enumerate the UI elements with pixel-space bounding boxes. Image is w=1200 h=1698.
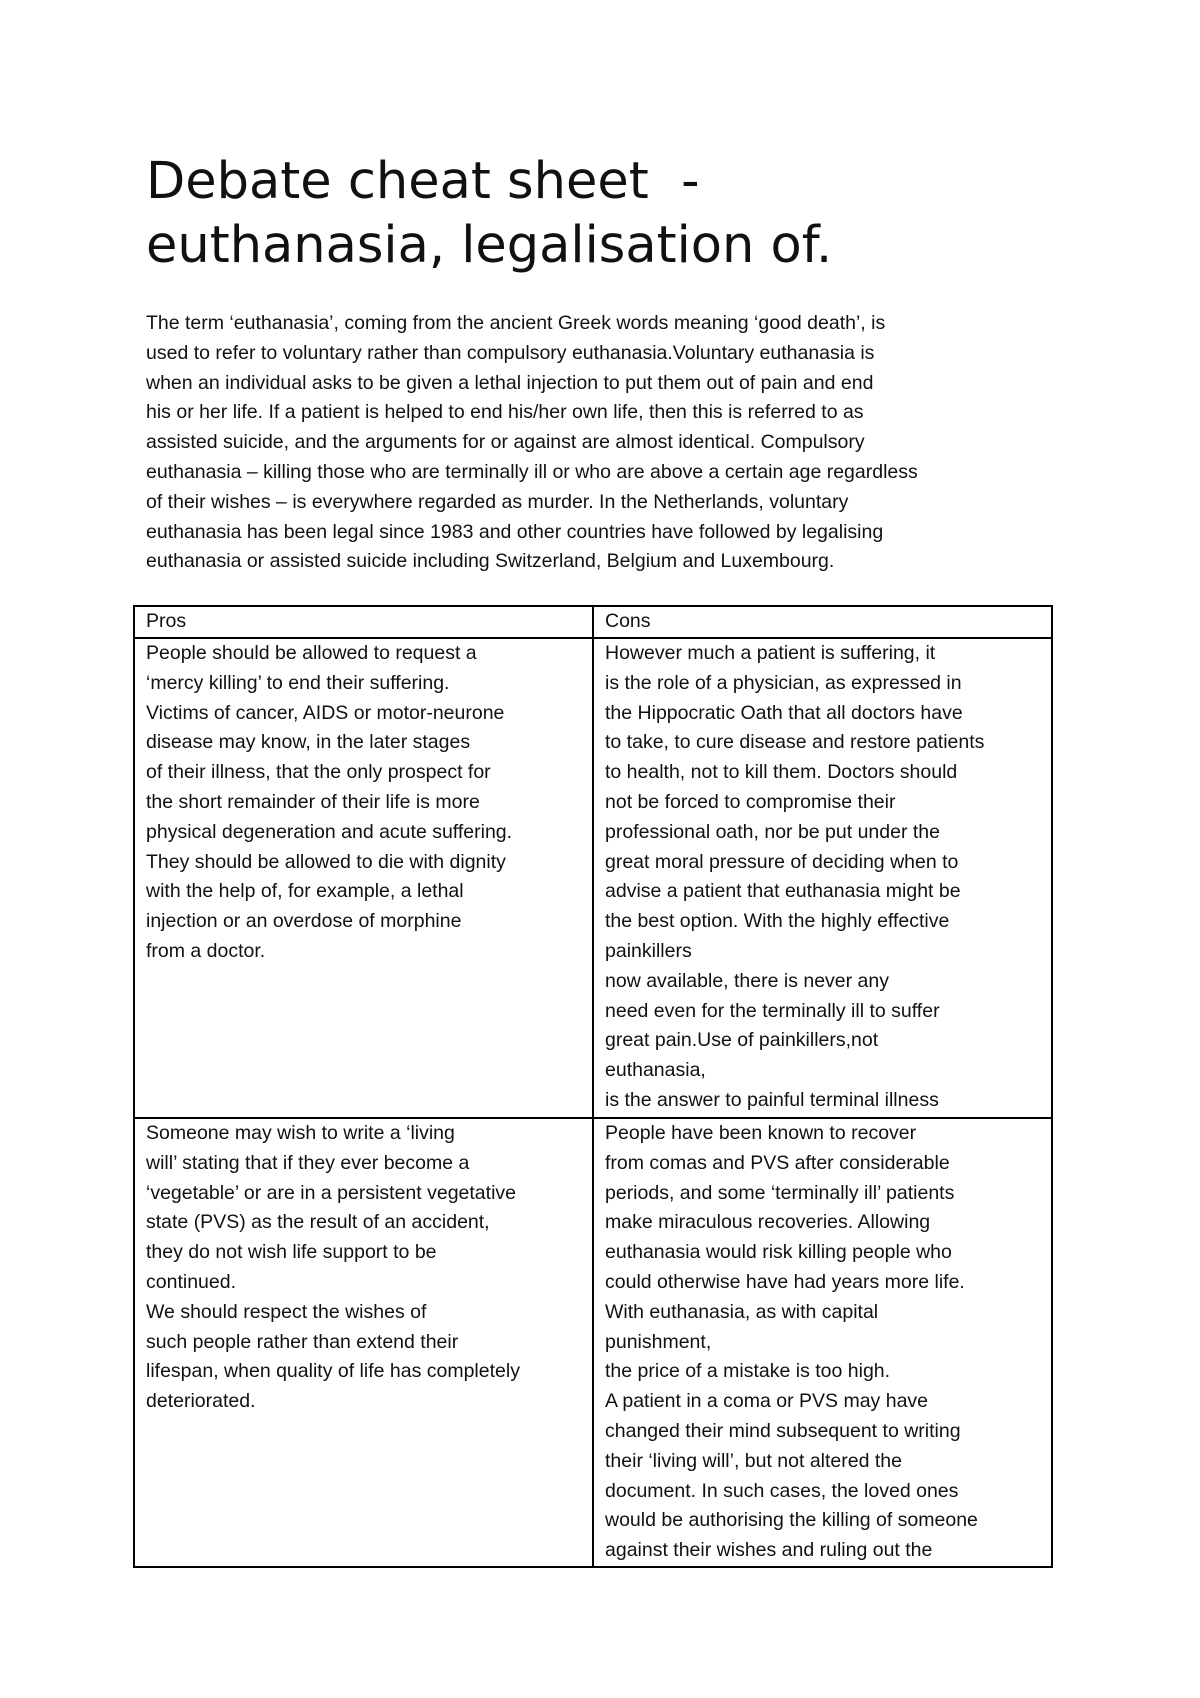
cell-line: People should be allowed to request a (146, 642, 477, 664)
cell-line: now available, there is never any (605, 969, 889, 992)
title-line: Debate cheat sheet - (146, 152, 700, 211)
pros-header: Pros (134, 606, 593, 638)
cell-line: People have been known to recover (605, 1122, 917, 1144)
cell-line: professional oath, nor be put under the (605, 820, 940, 843)
cell-line: of their illness, that the only prospect for (146, 761, 491, 784)
cell-line: continued. (146, 1270, 236, 1293)
cell-line: could otherwise have had years more life. (605, 1270, 965, 1293)
cell-line: deteriorated. (146, 1390, 256, 1413)
cell-line: is the answer to painful terminal illness (605, 1088, 939, 1111)
cell-line: they do not wish life support to be (146, 1241, 437, 1264)
cell-line: They should be allowed to die with dignity (146, 850, 506, 873)
cell-line: to take, to cure disease and restore patients (605, 731, 985, 754)
cons-cell (593, 638, 1052, 1118)
cell-line: to health, not to kill them. Doctors should (605, 761, 958, 784)
table-row (134, 638, 1052, 1118)
cell-line: against their wishes and ruling out the (605, 1539, 933, 1562)
intro-line: euthanasia or assisted suicide including Switzerland, Belgium and Luxembourg. (146, 550, 835, 573)
cell-line: the best option. With the highly effective (605, 910, 950, 933)
cell-line: A patient in a coma or PVS may have (605, 1390, 929, 1413)
cell-line: advise a patient that euthanasia might be (605, 880, 961, 903)
cons-cell (593, 1118, 1052, 1567)
cell-line: the short remainder of their life is more (146, 790, 480, 813)
intro-line: The term ‘euthanasia’, coming from the ancient Greek words meaning ‘good death’, is (146, 312, 886, 334)
cell-line: We should respect the wishes of (146, 1300, 427, 1323)
cell-line: disease may know, in the later stages (146, 731, 471, 754)
cell-line: lifespan, when quality of life has completely (146, 1360, 520, 1383)
cell-line: not be forced to compromise their (605, 790, 896, 813)
cell-line: will’ stating that if they ever become a (146, 1151, 470, 1174)
cell-line: such people rather than extend their (146, 1330, 459, 1353)
cell-line: need even for the terminally ill to suffer (605, 999, 940, 1022)
cell-line: their ‘living will’, but not altered the (605, 1449, 902, 1472)
cell-line: changed their mind subsequent to writing (605, 1419, 961, 1442)
cell-line: Victims of cancer, AIDS or motor-neurone (146, 701, 505, 724)
cell-line: from comas and PVS after considerable (605, 1151, 950, 1174)
table-row (134, 1118, 1052, 1567)
cell-line: euthanasia would risk killing people who (605, 1241, 952, 1264)
cell-line: ‘vegetable’ or are in a persistent vegetative (146, 1181, 516, 1204)
cell-line: However much a patient is suffering, it (605, 642, 936, 664)
cell-line: document. In such cases, the loved ones (605, 1479, 959, 1502)
cell-line: great pain.Use of painkillers,not (605, 1029, 879, 1052)
intro-line: assisted suicide, and the arguments for or against are almost identical. Compulsory (146, 431, 865, 454)
cell-line: would be authorising the killing of someone (605, 1509, 978, 1532)
pros-cell (134, 638, 593, 1118)
table-header-row (134, 606, 1052, 638)
cell-line: injection or an overdose of morphine (146, 910, 462, 933)
title-line: euthanasia, legalisation of. (146, 216, 833, 275)
intro-line: used to refer to voluntary rather than compulsory euthanasia.Voluntary euthanasia is (146, 341, 875, 364)
intro-line: his or her life. If a patient is helped to end his/her own life, then this is referred to as (146, 401, 864, 424)
intro-line: when an individual asks to be given a lethal injection to put them out of pain and end (146, 371, 874, 394)
cell-line: with the help of, for example, a lethal (146, 880, 464, 903)
cell-line: painkillers (605, 939, 692, 962)
pros-cell (134, 1118, 593, 1567)
cell-line: euthanasia, (605, 1059, 706, 1082)
intro-paragraph (146, 309, 1046, 577)
cell-line: the price of a mistake is too high. (605, 1360, 891, 1383)
document-title (146, 150, 1066, 278)
intro-line: of their wishes – is everywhere regarded as murder. In the Netherlands, voluntary (146, 490, 849, 513)
cons-header: Cons (593, 606, 1052, 638)
cell-line: punishment, (605, 1330, 712, 1353)
intro-line: euthanasia – killing those who are terminally ill or who are above a certain age regardless (146, 460, 918, 483)
intro-line: euthanasia has been legal since 1983 and other countries have followed by legalising (146, 520, 884, 543)
pros-cons-table (133, 605, 1053, 1568)
cell-line: from a doctor. (146, 939, 266, 962)
cell-line: is the role of a physician, as expressed in (605, 671, 962, 694)
cell-line: With euthanasia, as with capital (605, 1300, 879, 1323)
cell-line: ‘mercy killing’ to end their suffering. (146, 671, 450, 694)
cell-line: periods, and some ‘terminally ill’ patients (605, 1181, 955, 1204)
cell-line: physical degeneration and acute suffering. (146, 820, 513, 843)
cell-line: state (PVS) as the result of an accident, (146, 1211, 490, 1234)
cell-line: the Hippocratic Oath that all doctors have (605, 701, 963, 724)
cell-line: make miraculous recoveries. Allowing (605, 1211, 931, 1234)
cell-line: great moral pressure of deciding when to (605, 850, 959, 873)
cell-line: Someone may wish to write a ‘living (146, 1122, 455, 1144)
